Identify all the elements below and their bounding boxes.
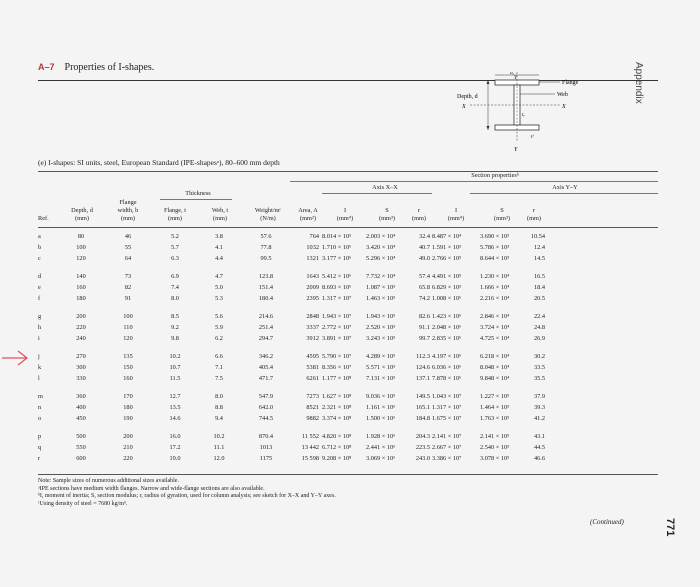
iy-cell: 2.667 × 10⁷ — [432, 444, 462, 451]
area-cell: 764 — [309, 233, 319, 240]
sy-cell: 3.724 × 10⁴ — [480, 324, 510, 331]
sy-cell: 2.216 × 10⁴ — [480, 295, 510, 302]
rx-cell: 184.8 — [415, 415, 430, 422]
iy-cell: 2.048 × 10⁶ — [432, 324, 462, 331]
depth-cell: 300 — [76, 364, 86, 371]
ref-cell: l — [38, 375, 40, 382]
axis-x-rule — [322, 193, 432, 194]
ix-cell: 3.891 × 10⁷ — [322, 335, 352, 342]
rx-cell: 137.1 — [415, 375, 430, 382]
ry-cell: 14.5 — [533, 255, 545, 262]
thickness-rule — [160, 199, 232, 200]
sx-cell: 9.036 × 10⁵ — [366, 393, 396, 400]
iy-header: I (mm⁴) — [447, 207, 465, 222]
ry-cell: 10.54 — [530, 233, 545, 240]
ref-cell: h — [38, 324, 42, 331]
flange-width-cell: 150 — [123, 364, 133, 371]
ref-cell: k — [38, 364, 42, 371]
flange-thickness-header: Flange, t (mm) — [163, 207, 187, 222]
flange-width-cell: 55 — [124, 244, 132, 251]
ry-cell: 39.3 — [533, 404, 545, 411]
ix-cell: 5.412 × 10⁶ — [322, 273, 352, 280]
note-line: ᵃIPE sections have medium width flanges. Narrow and wide-flange sections are also available. — [38, 485, 265, 492]
sx-cell: 2.520 × 10⁵ — [366, 324, 396, 331]
web-thickness-cell: 7.1 — [215, 364, 223, 371]
ref-cell: o — [38, 415, 42, 422]
area-cell: 13 442 — [301, 444, 319, 451]
y-bottom-label: Y — [514, 147, 518, 153]
sx-cell: 7.131 × 10⁵ — [366, 375, 396, 382]
iy-cell: 1.423 × 10⁶ — [432, 313, 462, 320]
sy-cell: 1.666 × 10⁴ — [480, 284, 510, 291]
sx-cell: 1.500 × 10⁶ — [366, 415, 396, 422]
ref-cell: n — [38, 404, 42, 411]
tf-label: tᶠ — [531, 135, 534, 140]
flange-thickness-cell: 5.7 — [171, 244, 179, 251]
weight-cell: 123.8 — [258, 273, 274, 280]
ix-cell: 8.356 × 10⁷ — [322, 364, 352, 371]
sy-cell: 6.218 × 10⁴ — [480, 353, 510, 360]
flange-width-cell: 46 — [124, 233, 132, 240]
ry-cell: 24.8 — [533, 324, 545, 331]
ry-cell: 33.5 — [533, 364, 545, 371]
iy-cell: 3.386 × 10⁷ — [432, 455, 462, 462]
ref-cell: f — [38, 295, 41, 302]
rx-cell: 74.2 — [418, 295, 430, 302]
depth-cell: 360 — [76, 393, 86, 400]
axis-y-rule — [470, 193, 658, 194]
sy-cell: 3.078 × 10⁵ — [480, 455, 510, 462]
ry-cell: 35.5 — [533, 375, 545, 382]
iy-cell: 2.766 × 10⁵ — [432, 255, 462, 262]
weight-cell: 642.0 — [258, 404, 274, 411]
sy-cell: 8.644 × 10³ — [480, 255, 510, 262]
ry-cell: 18.4 — [533, 284, 545, 291]
flange-thickness-cell: 8.5 — [171, 313, 179, 320]
iy-cell: 6.829 × 10⁵ — [432, 284, 462, 291]
area-cell: 3912 — [306, 335, 319, 342]
ref-cell: i — [38, 335, 40, 342]
depth-cell: 600 — [76, 455, 86, 462]
axis-x-header: Axis X–X — [372, 184, 398, 191]
rx-cell: 165.1 — [415, 404, 430, 411]
sy-cell: 9.848 × 10⁴ — [480, 375, 510, 382]
iy-cell: 1.591 × 10⁵ — [432, 244, 462, 251]
flange-width-cell: 160 — [123, 375, 133, 382]
depth-label: Depth, d — [457, 94, 478, 100]
web-thickness-cell: 6.6 — [215, 353, 223, 360]
weight-cell: 151.4 — [258, 284, 274, 291]
weight-cell: 1013 — [259, 444, 273, 451]
depth-cell: 500 — [76, 433, 86, 440]
flange-width-cell: 120 — [123, 335, 133, 342]
flange-width-cell: 135 — [123, 353, 133, 360]
ref-header: Ref. — [38, 215, 49, 222]
sy-cell: 2.846 × 10⁴ — [480, 313, 510, 320]
web-thickness-cell: 11.1 — [213, 444, 225, 451]
ix-cell: 8.693 × 10⁶ — [322, 284, 352, 291]
area-cell: 4595 — [306, 353, 319, 360]
sx-cell: 4.289 × 10⁵ — [366, 353, 396, 360]
weight-cell: 77.8 — [260, 244, 272, 251]
depth-cell: 200 — [76, 313, 86, 320]
depth-cell: 80 — [77, 233, 85, 240]
area-cell: 15 598 — [301, 455, 319, 462]
depth-cell: 400 — [76, 404, 86, 411]
sx-cell: 1.161 × 10⁶ — [366, 404, 396, 411]
flange-thickness-cell: 19.0 — [169, 455, 181, 462]
sy-header: S (mm³) — [494, 207, 510, 222]
web-thickness-cell: 12.0 — [213, 455, 225, 462]
ix-cell: 3.374 × 10⁸ — [322, 415, 352, 422]
web-thickness-cell: 8.8 — [215, 404, 223, 411]
weight-cell: 1175 — [259, 455, 273, 462]
sy-cell: 4.725 × 10⁴ — [480, 335, 510, 342]
area-cell: 3337 — [306, 324, 319, 331]
note-line: Note: Sample sizes of numerous additional sizes available. — [38, 478, 179, 484]
web-thickness-cell: 5.9 — [215, 324, 223, 331]
section-properties-rule — [290, 181, 658, 182]
table-number: A–7 — [38, 62, 55, 72]
table-bottom-rule — [38, 474, 658, 475]
rx-cell: 243.0 — [415, 455, 430, 462]
thickness-header: Thickness — [185, 190, 211, 197]
ref-cell: e — [38, 284, 41, 291]
header-bottom-rule — [38, 227, 658, 228]
weight-cell: 744.5 — [258, 415, 274, 422]
rx-cell: 149.5 — [415, 393, 430, 400]
flange-thickness-cell: 9.8 — [171, 335, 179, 342]
tw-label: tᵥ — [522, 113, 525, 118]
area-cell: 9882 — [306, 415, 319, 422]
x-right-label: X — [562, 104, 566, 110]
ix-cell: 2.772 × 10⁷ — [322, 324, 352, 331]
sx-cell: 5.571 × 10⁵ — [366, 364, 396, 371]
rx-cell: 40.7 — [418, 244, 430, 251]
sx-cell: 2.003 × 10⁴ — [366, 233, 396, 240]
depth-cell: 100 — [76, 244, 86, 251]
rx-cell: 112.3 — [416, 353, 430, 360]
page-number: 771 — [664, 518, 676, 537]
sy-cell: 2.141 × 10⁵ — [480, 433, 510, 440]
depth-cell: 240 — [76, 335, 86, 342]
weight-cell: 870.4 — [258, 433, 274, 440]
area-cell: 1032 — [306, 244, 319, 251]
flange-width-cell: 190 — [123, 415, 133, 422]
ry-cell: 46.6 — [533, 455, 545, 462]
sx-cell: 3.069 × 10⁶ — [366, 455, 396, 462]
flange-thickness-cell: 5.2 — [171, 233, 179, 240]
weight-cell: 251.4 — [258, 324, 274, 331]
ix-cell: 1.943 × 10⁷ — [322, 313, 352, 320]
ry-cell: 44.5 — [533, 444, 545, 451]
flange-thickness-cell: 13.5 — [169, 404, 181, 411]
web-thickness-cell: 4.4 — [215, 255, 223, 262]
sx-cell: 1.943 × 10⁵ — [366, 313, 396, 320]
area-cell: 6261 — [306, 375, 319, 382]
rx-cell: 124.6 — [415, 364, 430, 371]
weight-cell: 180.4 — [258, 295, 274, 302]
sx-cell: 7.732 × 10⁴ — [366, 273, 396, 280]
sy-cell: 1.763 × 10⁵ — [480, 415, 510, 422]
sy-cell: 3.690 × 10³ — [480, 233, 510, 240]
iy-cell: 1.317 × 10⁷ — [432, 404, 462, 411]
ix-cell: 1.627 × 10⁸ — [322, 393, 352, 400]
rx-cell: 204.3 — [415, 433, 430, 440]
weight-cell: 99.5 — [260, 255, 272, 262]
flange-width-cell: 82 — [124, 284, 132, 291]
weight-cell: 346.2 — [258, 353, 274, 360]
area-header: Area, A (mm²) — [298, 207, 318, 222]
web-thickness-cell: 5.3 — [215, 295, 223, 302]
axis-y-header: Axis Y–Y — [552, 184, 578, 191]
flange-thickness-cell: 16.0 — [169, 433, 181, 440]
flange-thickness-cell: 6.3 — [171, 255, 179, 262]
weight-cell: 214.6 — [258, 313, 274, 320]
ix-cell: 1.177 × 10⁸ — [322, 375, 352, 382]
area-cell: 2009 — [306, 284, 319, 291]
sx-cell: 2.441 × 10⁶ — [366, 444, 396, 451]
ry-cell: 30.2 — [533, 353, 545, 360]
ix-cell: 5.790 × 10⁷ — [322, 353, 352, 360]
area-cell: 2395 — [306, 295, 319, 302]
weight-cell: 471.7 — [258, 375, 274, 382]
ix-header: I (mm⁴) — [336, 207, 354, 222]
iy-cell: 6.036 × 10⁶ — [432, 364, 462, 371]
iy-cell: 7.878 × 10⁶ — [432, 375, 462, 382]
header-top-rule — [38, 171, 658, 172]
sx-cell: 5.296 × 10⁴ — [366, 255, 396, 262]
flange-width-cell: 170 — [123, 393, 133, 400]
area-cell: 11 552 — [301, 433, 319, 440]
side-label: Appendix — [633, 62, 644, 104]
area-cell: 1643 — [306, 273, 319, 280]
bf-label: bₓ — [510, 72, 514, 76]
ref-cell: q — [38, 444, 42, 451]
web-thickness-cell: 9.4 — [215, 415, 223, 422]
note-line: ᶜUsing density of steel = 7680 kg/m³. — [38, 500, 128, 507]
flange-thickness-cell: 11.5 — [169, 375, 181, 382]
ix-cell: 3.177 × 10⁶ — [322, 255, 352, 262]
ry-cell: 41.2 — [533, 415, 545, 422]
iy-cell: 8.487 × 10⁴ — [432, 233, 462, 240]
weight-cell: 294.7 — [258, 335, 274, 342]
flange-thickness-cell: 17.2 — [169, 444, 181, 451]
rx-cell: 65.8 — [418, 284, 430, 291]
web-thickness-header: Web, t (mm) — [211, 207, 229, 222]
flange-thickness-cell: 10.2 — [169, 353, 181, 360]
ref-cell: p — [38, 433, 42, 440]
sx-cell: 3.420 × 10⁴ — [366, 244, 396, 251]
ry-cell: 16.5 — [533, 273, 545, 280]
web-label: Web — [557, 92, 568, 98]
rx-cell: 99.7 — [418, 335, 430, 342]
flange-width-cell: 220 — [123, 455, 133, 462]
rx-cell: 49.0 — [418, 255, 430, 262]
flange-width-cell: 210 — [123, 444, 133, 451]
ref-cell: m — [38, 393, 43, 400]
x-left-label: X — [462, 104, 466, 110]
sy-cell: 1.464 × 10⁵ — [480, 404, 510, 411]
weight-cell: 405.4 — [258, 364, 274, 371]
depth-cell: 120 — [76, 255, 86, 262]
sy-cell: 5.786 × 10³ — [480, 244, 510, 251]
ref-cell: d — [38, 273, 42, 280]
rx-cell: 82.6 — [418, 313, 430, 320]
rx-cell: 91.1 — [418, 324, 430, 331]
iy-cell: 4.491 × 10⁵ — [432, 273, 462, 280]
weight-header: Weight/mᶜ (N/m) — [254, 207, 282, 222]
iy-cell: 1.043 × 10⁷ — [432, 393, 462, 400]
flange-thickness-cell: 10.7 — [169, 364, 181, 371]
rx-cell: 57.4 — [418, 273, 430, 280]
ry-cell: 37.9 — [533, 393, 545, 400]
web-thickness-cell: 3.8 — [215, 233, 223, 240]
ry-cell: 43.1 — [533, 433, 545, 440]
flange-width-cell: 64 — [124, 255, 132, 262]
handwritten-arrow-mark — [0, 348, 30, 368]
ix-cell: 4.820 × 10⁸ — [322, 433, 352, 440]
area-cell: 7273 — [306, 393, 319, 400]
web-thickness-cell: 10.2 — [213, 433, 225, 440]
flange-width-cell: 91 — [124, 295, 132, 302]
depth-cell: 270 — [76, 353, 86, 360]
flange-thickness-cell: 7.4 — [171, 284, 179, 291]
ref-cell: a — [38, 233, 41, 240]
ry-header: r (mm) — [527, 207, 541, 222]
continued-label: (Continued) — [590, 518, 624, 526]
y-top-label: Y — [514, 76, 517, 81]
table-title — [38, 62, 154, 73]
web-thickness-cell: 8.0 — [215, 393, 223, 400]
ix-cell: 8.014 × 10⁵ — [322, 233, 352, 240]
depth-header: Depth, d (mm) — [71, 207, 93, 222]
weight-cell: 57.6 — [260, 233, 272, 240]
iy-cell: 4.197 × 10⁶ — [432, 353, 462, 360]
area-cell: 5381 — [306, 364, 319, 371]
depth-cell: 450 — [76, 415, 86, 422]
flange-thickness-cell: 12.7 — [169, 393, 181, 400]
sy-cell: 2.540 × 10⁵ — [480, 444, 510, 451]
flange-thickness-cell: 8.0 — [171, 295, 179, 302]
depth-cell: 220 — [76, 324, 86, 331]
flange-label: Flange — [562, 80, 579, 86]
sx-cell: 1.463 × 10⁵ — [366, 295, 396, 302]
sx-cell: 1.087 × 10⁵ — [366, 284, 396, 291]
flange-width-cell: 200 — [123, 433, 133, 440]
ry-cell: 12.4 — [533, 244, 545, 251]
sx-cell: 3.243 × 10⁵ — [366, 335, 396, 342]
flange-thickness-cell: 9.2 — [171, 324, 179, 331]
web-thickness-cell: 7.5 — [215, 375, 223, 382]
area-cell: 8521 — [306, 404, 319, 411]
table-subtitle: (e) I-shapes: SI units, steel, European Standard (IPE-shapesᵃ), 80–600 mm depth — [38, 158, 280, 167]
ref-cell: b — [38, 244, 42, 251]
ry-cell: 20.5 — [533, 295, 545, 302]
sy-cell: 1.230 × 10⁴ — [480, 273, 510, 280]
web-thickness-cell: 4.7 — [215, 273, 223, 280]
rx-header: r (mm) — [412, 207, 426, 222]
sx-header: S (mm³) — [379, 207, 395, 222]
ix-cell: 1.317 × 10⁷ — [322, 295, 352, 302]
ref-cell: r — [38, 455, 41, 462]
note-line: ᵇI, moment of inertia; S, section modulus; r, radius of gyration, used for column analysis; see sketch for X–X and Y–Y axes. — [38, 493, 336, 500]
depth-cell: 160 — [76, 284, 86, 291]
iy-cell: 1.008 × 10⁶ — [432, 295, 462, 302]
iy-cell: 1.675 × 10⁷ — [432, 415, 462, 422]
ix-cell: 6.712 × 10⁸ — [322, 444, 352, 451]
table-title-text: Properties of I-shapes. — [64, 62, 155, 73]
ref-cell: j — [38, 353, 40, 360]
weight-cell: 547.9 — [258, 393, 274, 400]
flange-thickness-cell: 14.6 — [169, 415, 181, 422]
iy-cell: 2.835 × 10⁶ — [432, 335, 462, 342]
sx-cell: 1.928 × 10⁶ — [366, 433, 396, 440]
flange-width-cell: 73 — [124, 273, 132, 280]
web-thickness-cell: 4.1 — [215, 244, 223, 251]
sy-cell: 1.227 × 10⁵ — [480, 393, 510, 400]
i-beam-diagram — [430, 72, 600, 172]
depth-cell: 140 — [76, 273, 86, 280]
ix-cell: 2.321 × 10⁸ — [322, 404, 352, 411]
flange-thickness-cell: 6.9 — [171, 273, 179, 280]
flange-width-cell: 180 — [123, 404, 133, 411]
web-thickness-cell: 5.6 — [215, 313, 223, 320]
section-properties-header: Section propertiesᵇ — [471, 172, 519, 179]
flange-width-header: Flange width, b (mm) — [117, 199, 139, 222]
ref-cell: c — [38, 255, 41, 262]
ry-cell: 26.9 — [533, 335, 545, 342]
rx-cell: 32.4 — [418, 233, 430, 240]
web-thickness-cell: 5.0 — [215, 284, 223, 291]
ix-cell: 1.710 × 10⁶ — [322, 244, 352, 251]
flange-width-cell: 100 — [123, 313, 133, 320]
depth-cell: 550 — [76, 444, 86, 451]
flange-width-cell: 110 — [123, 324, 133, 331]
ry-cell: 22.4 — [533, 313, 545, 320]
ref-cell: g — [38, 313, 42, 320]
depth-cell: 180 — [76, 295, 86, 302]
ix-cell: 9.208 × 10⁸ — [322, 455, 352, 462]
area-cell: 1321 — [306, 255, 319, 262]
table-notes — [38, 478, 336, 508]
area-cell: 2848 — [306, 313, 319, 320]
rx-cell: 223.5 — [415, 444, 430, 451]
sy-cell: 8.048 × 10⁴ — [480, 364, 510, 371]
iy-cell: 2.141 × 10⁷ — [432, 433, 462, 440]
depth-cell: 330 — [76, 375, 86, 382]
web-thickness-cell: 6.2 — [215, 335, 223, 342]
